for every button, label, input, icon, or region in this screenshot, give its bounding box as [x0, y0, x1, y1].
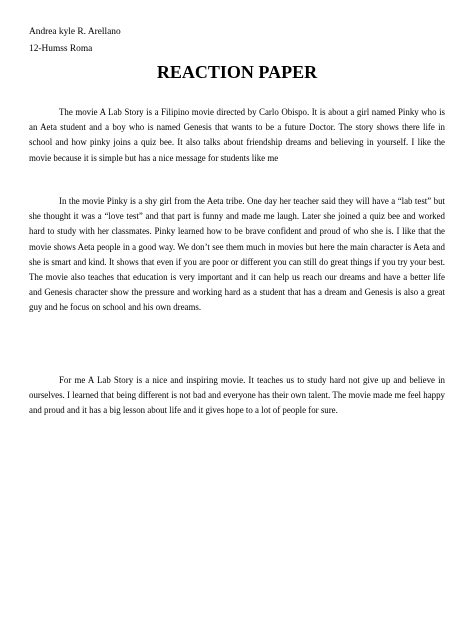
class-section: 12-Humss Roma — [29, 44, 93, 54]
author-name: Andrea kyle R. Arellano — [29, 27, 121, 37]
paragraph-conclusion: For me A Lab Story is a nice and inspiring movie. It teaches us to study hard not give up and believe in ourselves. I learned that being different is not bad and everyone has their own talent. The movie made me feel happy and proud and it has a big lesson about life and it gives hope to a lot of people for sure. — [29, 375, 445, 416]
document-title: REACTION PAPER — [156, 62, 318, 82]
paragraph-intro: The movie A Lab Story is a Filipino movie directed by Carlo Obispo. It is about a girl named Pinky who is an Aeta student and a boy who is named Genesis that wants to be a future Doctor. The story shows there life in school and how pinky joins a quiz bee. It also talks about friendship dreams and believing in yourself. I like the movie because it is simple but has a nice message for students like me — [29, 107, 445, 163]
paragraph-body: In the movie Pinky is a shy girl from the Aeta tribe. One day her teacher said they will have a “lab test” but she thought it was a “love test” and that part is funny and made me laugh. Later she joined a quiz bee and worked hard to study with her classmates. Pinky learned how to be brave confident and proud of who she is. I like that the movie shows Aeta people in a good way. We don’t see them much in movies but here the main character is Aeta and she is smart and kind. It shows that even if you are poor or different you can still do great things if you try your best. The movie also teaches that education is very important and it can help us reach our dreams and have a better life and Genesis character show the pressure and working hard as a student that has a dream and Genesis is also a great guy and he focus on school and his own dreams. — [29, 196, 445, 313]
